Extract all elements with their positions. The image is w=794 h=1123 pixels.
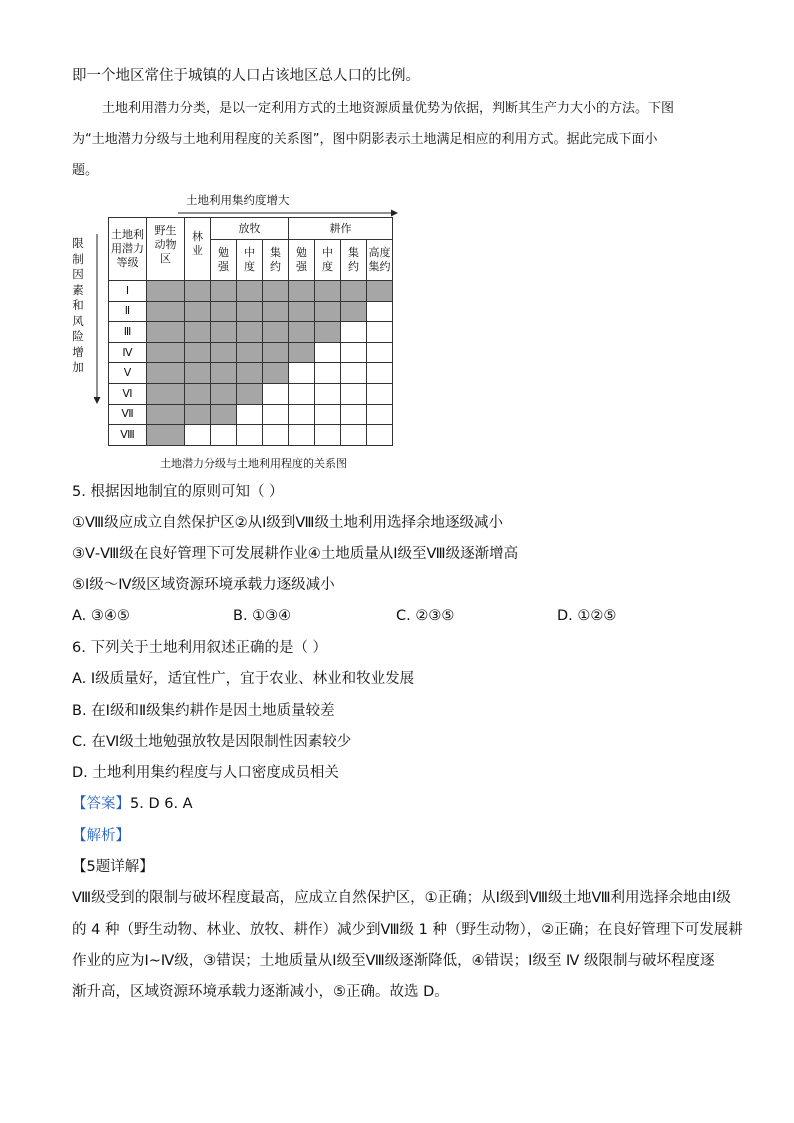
shaded-cell <box>147 281 185 302</box>
empty-cell <box>315 383 341 404</box>
shaded-cell <box>237 383 263 404</box>
shaded-cell <box>185 322 211 343</box>
shaded-cell <box>147 404 185 425</box>
empty-cell <box>315 363 341 384</box>
shaded-cell <box>185 342 211 363</box>
left-axis-label-char: 因 <box>72 267 84 281</box>
shaded-cell <box>211 301 237 322</box>
header-wildlife: 野生 动物 区 <box>147 218 185 281</box>
q5-stem: 5. 根据因地制宜的原则可知（ ） <box>72 484 284 500</box>
answer-label: 【答案】 <box>72 796 130 812</box>
empty-cell <box>341 404 367 425</box>
shaded-cell <box>185 404 211 425</box>
intro-paragraph-line2: 为“土地潜力分级与土地利用程度的关系图”，图中阴影表示土地满足相应的利用方式。据此完成下面小 <box>72 132 658 147</box>
shaded-cell <box>237 281 263 302</box>
q5-choice-a: A. ③④⑤ <box>72 608 130 624</box>
top-arrow-label: 土地利用集约度增大 <box>186 193 290 207</box>
shaded-cell <box>341 301 367 322</box>
q6-choice-d: D. 土地利用集约程度与人口密度成员相关 <box>72 765 339 781</box>
q5-detail-title: 【5题详解】 <box>72 859 154 875</box>
shaded-cell <box>211 383 237 404</box>
shaded-cell <box>289 281 315 302</box>
header-forestry: 林 业 <box>185 218 211 281</box>
shaded-cell <box>147 322 185 343</box>
empty-cell <box>263 425 289 446</box>
empty-cell <box>237 404 263 425</box>
shaded-cell <box>263 342 289 363</box>
shaded-cell <box>147 363 185 384</box>
q5-choice-c: C. ②③⑤ <box>396 608 455 624</box>
table-row <box>109 363 393 384</box>
shaded-cell <box>211 342 237 363</box>
left-axis-label <box>71 236 85 376</box>
left-axis-label-char: 制 <box>72 251 84 266</box>
left-axis-label-char: 风 <box>72 313 84 328</box>
intro-paragraph-line1: 土地利用潜力分类，是以一定利用方式的土地资源质量优势为依据，判断其生产力大小的方法。下图 <box>102 101 675 116</box>
explanation-line3: 作业的应为Ⅰ~Ⅳ级，③错误；土地质量从Ⅰ级至Ⅷ级逐渐降低，④错误；Ⅰ级至 Ⅳ 级限制与破坏程度逐 <box>72 953 715 969</box>
table-row <box>109 404 393 425</box>
empty-cell <box>367 404 393 425</box>
table-row <box>109 425 393 446</box>
empty-cell <box>315 425 341 446</box>
empty-cell <box>211 425 237 446</box>
explanation-line4: 渐升高，区域资源环境承载力逐渐减小，⑤正确。故选 D。 <box>72 984 449 1000</box>
q5-choice-b: B. ①③④ <box>233 608 292 624</box>
empty-cell <box>341 342 367 363</box>
explanation-line1: Ⅷ级受到的限制与破坏程度最高，应成立自然保护区，①正确；从Ⅰ级到Ⅷ级土地Ⅷ利用选择余地由Ⅰ级 <box>72 890 731 906</box>
level-label: Ⅲ <box>109 322 147 343</box>
shaded-cell <box>185 301 211 322</box>
empty-cell <box>367 383 393 404</box>
empty-cell <box>341 425 367 446</box>
header-farming-intensive: 集 约 <box>341 240 367 281</box>
empty-cell <box>341 363 367 384</box>
land-potential-figure <box>68 188 398 473</box>
explanation-line2: 的 4 种（野生动物、林业、放牧、耕作）减少到Ⅷ级 1 种（野生动物），②正确；在良好管理下可发展耕 <box>72 922 743 938</box>
shaded-cell <box>263 281 289 302</box>
empty-cell <box>367 425 393 446</box>
empty-cell <box>263 404 289 425</box>
left-axis-label-char: 素 <box>72 282 84 297</box>
shaded-cell <box>185 363 211 384</box>
empty-cell <box>367 363 393 384</box>
header-grazing-moderate: 中 度 <box>237 240 263 281</box>
shaded-cell <box>147 383 185 404</box>
header-farming-marginal: 勉 强 <box>289 240 315 281</box>
left-axis-label-char: 险 <box>72 329 84 343</box>
level-label: Ⅵ <box>109 383 147 404</box>
answer-line <box>72 794 193 814</box>
empty-cell <box>315 342 341 363</box>
figure-caption: 土地潜力分级与土地利用程度的关系图 <box>160 457 347 470</box>
q5-option-line2: ③Ⅴ-Ⅷ级在良好管理下可发展耕作业④土地质量从Ⅰ级至Ⅷ级逐渐增高 <box>72 546 519 562</box>
shaded-cell <box>185 383 211 404</box>
empty-cell <box>367 342 393 363</box>
shaded-cell <box>147 301 185 322</box>
q6-stem: 6. 下列关于土地利用叙述正确的是（ ） <box>72 640 328 656</box>
intro-paragraph-line3: 题。 <box>72 163 99 178</box>
left-axis-label-char: 加 <box>72 360 84 374</box>
empty-cell <box>289 383 315 404</box>
empty-cell <box>341 322 367 343</box>
empty-cell <box>289 425 315 446</box>
table-row <box>109 383 393 404</box>
shaded-cell <box>341 281 367 302</box>
empty-cell <box>367 322 393 343</box>
q5-option-line1: ①Ⅷ级应成立自然保护区②从Ⅰ级到Ⅷ级土地利用选择余地逐级减小 <box>72 515 503 531</box>
table-row <box>109 322 393 343</box>
level-label: Ⅳ <box>109 342 147 363</box>
answer-text: 5. D 6. A <box>130 796 193 812</box>
level-label: Ⅷ <box>109 425 147 446</box>
q6-choice-a: A. Ⅰ级质量好，适宜性广，宜于农业、林业和牧业发展 <box>72 671 415 687</box>
shaded-cell <box>147 342 185 363</box>
intro-line: 即一个地区常住于城镇的人口占该地区总人口的比例。 <box>72 68 420 84</box>
q5-option-line3: ⑤Ⅰ级～Ⅳ级区域资源环境承载力逐级减小 <box>72 577 335 593</box>
level-label: Ⅶ <box>109 404 147 425</box>
q5-choice-d: D. ①②⑤ <box>557 608 617 624</box>
table-row <box>109 342 393 363</box>
empty-cell <box>289 363 315 384</box>
empty-cell <box>367 301 393 322</box>
shaded-cell <box>211 281 237 302</box>
shaded-cell <box>315 301 341 322</box>
shaded-cell <box>289 301 315 322</box>
shaded-cell <box>211 322 237 343</box>
level-label: Ⅴ <box>109 363 147 384</box>
left-axis-label-char: 限 <box>72 236 84 250</box>
left-axis-label-char: 和 <box>72 298 84 312</box>
down-arrow-icon <box>92 234 102 404</box>
empty-cell <box>263 383 289 404</box>
shaded-cell <box>263 322 289 343</box>
shaded-cell <box>211 363 237 384</box>
q6-choice-c: C. 在Ⅵ级土地勉强放牧是因限制性因素较少 <box>72 734 352 750</box>
shaded-cell <box>147 425 185 446</box>
level-label: Ⅰ <box>109 281 147 302</box>
header-grazing-intensive: 集 约 <box>263 240 289 281</box>
header-grazing: 放牧 <box>211 218 289 240</box>
table-row <box>109 281 393 302</box>
shaded-cell <box>263 301 289 322</box>
header-farming: 耕作 <box>289 218 393 240</box>
shaded-cell <box>211 404 237 425</box>
analysis-label: 【解析】 <box>72 828 130 844</box>
shaded-cell <box>237 363 263 384</box>
shaded-cell <box>289 342 315 363</box>
shaded-cell <box>263 363 289 384</box>
header-grazing-marginal: 勉 强 <box>211 240 237 281</box>
q6-choice-b: B. 在Ⅰ级和Ⅱ级集约耕作是因土地质量较差 <box>72 703 335 719</box>
empty-cell <box>341 383 367 404</box>
shaded-cell <box>237 322 263 343</box>
header-farming-highly-intensive: 高度 集约 <box>367 240 393 281</box>
empty-cell <box>185 425 211 446</box>
empty-cell <box>289 404 315 425</box>
table-row <box>109 301 393 322</box>
shaded-cell <box>315 322 341 343</box>
shaded-cell <box>237 342 263 363</box>
shaded-cell <box>237 301 263 322</box>
shaded-cell <box>367 281 393 302</box>
empty-cell <box>237 425 263 446</box>
shaded-cell <box>315 281 341 302</box>
empty-cell <box>315 404 341 425</box>
land-potential-table <box>108 217 393 446</box>
header-farming-moderate: 中 度 <box>315 240 341 281</box>
corner-header: 土地利 用潜力 等级 <box>109 218 147 281</box>
left-axis-label-char: 增 <box>72 344 84 359</box>
shaded-cell <box>185 281 211 302</box>
level-label: Ⅱ <box>109 301 147 322</box>
shaded-cell <box>289 322 315 343</box>
